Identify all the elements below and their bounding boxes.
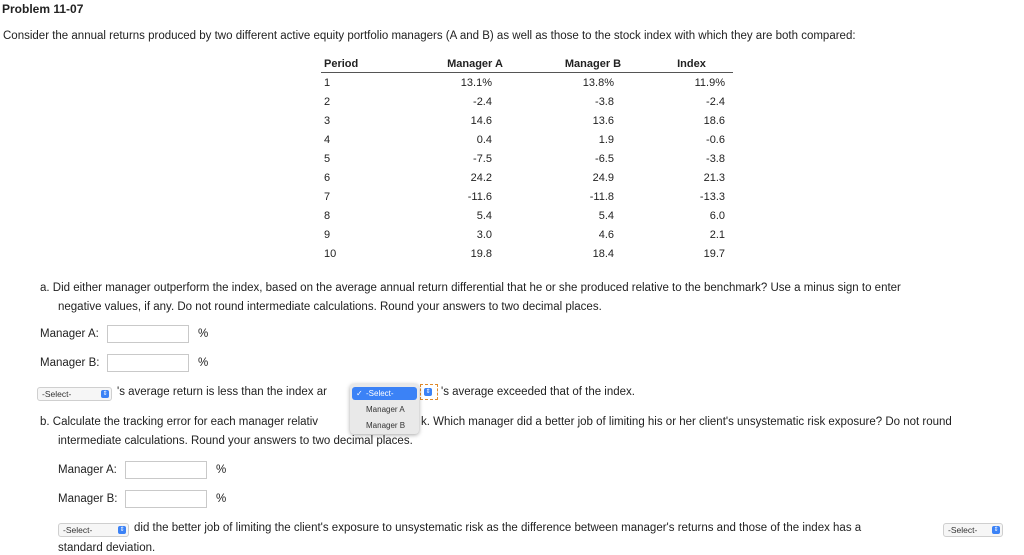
part-a-first-select[interactable]: [37, 387, 112, 401]
table-cell: 2: [324, 95, 331, 108]
table-cell: 3.0: [476, 228, 492, 241]
table-cell: -6.5: [595, 152, 614, 165]
part-b-manager-b-label: Manager B:: [58, 493, 118, 505]
part-b-question-line1-end: k. Which manager did a better job of limiting his or her client's unsystematic risk exposure? Do not round: [421, 416, 952, 428]
table-cell: 9: [324, 228, 331, 241]
part-a-manager-b-input[interactable]: [107, 354, 189, 372]
table-cell: 19.8: [470, 247, 492, 260]
header-index: Index: [650, 57, 733, 73]
chevron-updown-icon: ⇕: [425, 389, 431, 395]
table-cell: -3.8: [706, 152, 725, 165]
table-row: [321, 111, 733, 130]
header-manager-b: Manager B: [536, 57, 650, 73]
check-icon: ✓: [356, 389, 363, 398]
table-row: [321, 168, 733, 187]
table-row: [321, 187, 733, 206]
table-cell: -11.6: [467, 190, 492, 203]
table-cell: 4.6: [598, 228, 614, 241]
table-row: [321, 73, 733, 93]
table-row: [321, 206, 733, 225]
part-b-manager-a-input[interactable]: [125, 461, 207, 479]
select-label: -Select-: [63, 525, 93, 535]
select-label: -Select-: [42, 389, 72, 399]
table-row: [321, 130, 733, 149]
table-cell: 24.9: [592, 171, 614, 184]
intro-text: Consider the annual returns produced by two different active equity portfolio managers (A and B) as well as those to the stock index with which they are both compared:: [3, 30, 856, 42]
dropdown-option-label: -Select-: [366, 389, 394, 398]
dropdown-option-label: Manager A: [366, 405, 405, 414]
part-b-question-line1-start: b. Calculate the tracking error for each manager relativ: [40, 416, 319, 428]
part-b-sentence-mid: did the better job of limiting the client's exposure to unsystematic risk as the difference between manager's returns and those of the index has a: [134, 522, 862, 534]
part-b-question-line2: intermediate calculations. Round your answers to two decimal places.: [58, 435, 413, 447]
dropdown-option-manager-a[interactable]: [352, 403, 417, 416]
table-row: [321, 92, 733, 111]
table-cell: 6.0: [709, 209, 725, 222]
part-a-sentence-mid: 's average return is less than the index ar: [117, 386, 327, 398]
table-cell: 24.2: [470, 171, 492, 184]
part-a-manager-b-percent: %: [198, 357, 209, 369]
table-cell: 13.8%: [582, 76, 614, 89]
table-cell: 19.7: [703, 247, 725, 260]
table-cell: -2.4: [473, 95, 492, 108]
table-cell: 13.6: [592, 114, 614, 127]
table-cell: 11.9%: [694, 76, 725, 89]
table-row: [321, 225, 733, 244]
table-cell: 1: [324, 76, 331, 89]
table-cell: 10: [324, 247, 337, 260]
table-cell: 5: [324, 152, 331, 165]
part-a-manager-a-percent: %: [198, 328, 209, 340]
table-cell: 5.4: [476, 209, 492, 222]
part-a-second-select[interactable]: [420, 384, 438, 400]
table-cell: 0.4: [476, 133, 492, 146]
table-cell: 21.3: [703, 171, 725, 184]
select-dropdown-menu: [350, 384, 419, 434]
table-cell: 1.9: [598, 133, 614, 146]
table-cell: -7.5: [473, 152, 492, 165]
header-period: Period: [321, 57, 414, 73]
table-cell: 18.4: [592, 247, 614, 260]
table-cell: 18.6: [703, 114, 725, 127]
part-a-sentence-end: 's average exceeded that of the index.: [441, 386, 635, 398]
header-manager-a: Manager A: [414, 57, 536, 73]
table-cell: -2.4: [706, 95, 725, 108]
table-cell: 14.6: [470, 114, 492, 127]
table-cell: 2.1: [709, 228, 725, 241]
table-cell: 4: [324, 133, 331, 146]
part-b-sentence-end: standard deviation.: [58, 542, 156, 554]
select-label: -Select-: [948, 525, 978, 535]
table-cell: 6: [324, 171, 331, 184]
part-a-question-line1: a. Did either manager outperform the index, based on the average annual return differential that he or she produced relative to the benchmark? Use a minus sign to enter: [40, 282, 901, 294]
dropdown-option-select[interactable]: [352, 387, 417, 400]
part-b-manager-a-percent: %: [216, 464, 227, 476]
part-b-manager-a-label: Manager A:: [58, 464, 117, 476]
problem-title: Problem 11-07: [2, 2, 84, 16]
returns-table: [321, 57, 733, 263]
chevron-updown-icon: ⇕: [993, 527, 999, 533]
dropdown-option-label: Manager B: [366, 421, 406, 430]
table-row: [321, 244, 733, 263]
chevron-updown-icon: ⇕: [119, 527, 125, 533]
table-cell: -3.8: [595, 95, 614, 108]
table-cell: 13.1%: [460, 76, 492, 89]
part-a-manager-a-label: Manager A:: [40, 328, 99, 340]
table-cell: -11.8: [589, 190, 614, 203]
table-cell: 8: [324, 209, 331, 222]
table-row: [321, 149, 733, 168]
table-cell: 5.4: [598, 209, 614, 222]
chevron-updown-icon: ⇕: [102, 391, 108, 397]
part-b-manager-b-percent: %: [216, 493, 227, 505]
table-cell: -0.6: [706, 133, 725, 146]
part-b-manager-b-input[interactable]: [125, 490, 207, 508]
dropdown-option-manager-b[interactable]: [352, 419, 417, 432]
part-a-question-line2: negative values, if any. Do not round intermediate calculations. Round your answers to two decimal places.: [58, 301, 602, 313]
part-a-manager-a-input[interactable]: [107, 325, 189, 343]
table-cell: 7: [324, 190, 331, 203]
table-cell: 3: [324, 114, 331, 127]
part-b-manager-select[interactable]: [58, 523, 129, 537]
part-b-deviation-select[interactable]: [943, 523, 1003, 537]
part-a-manager-b-label: Manager B:: [40, 357, 100, 369]
table-cell: -13.3: [699, 190, 725, 203]
